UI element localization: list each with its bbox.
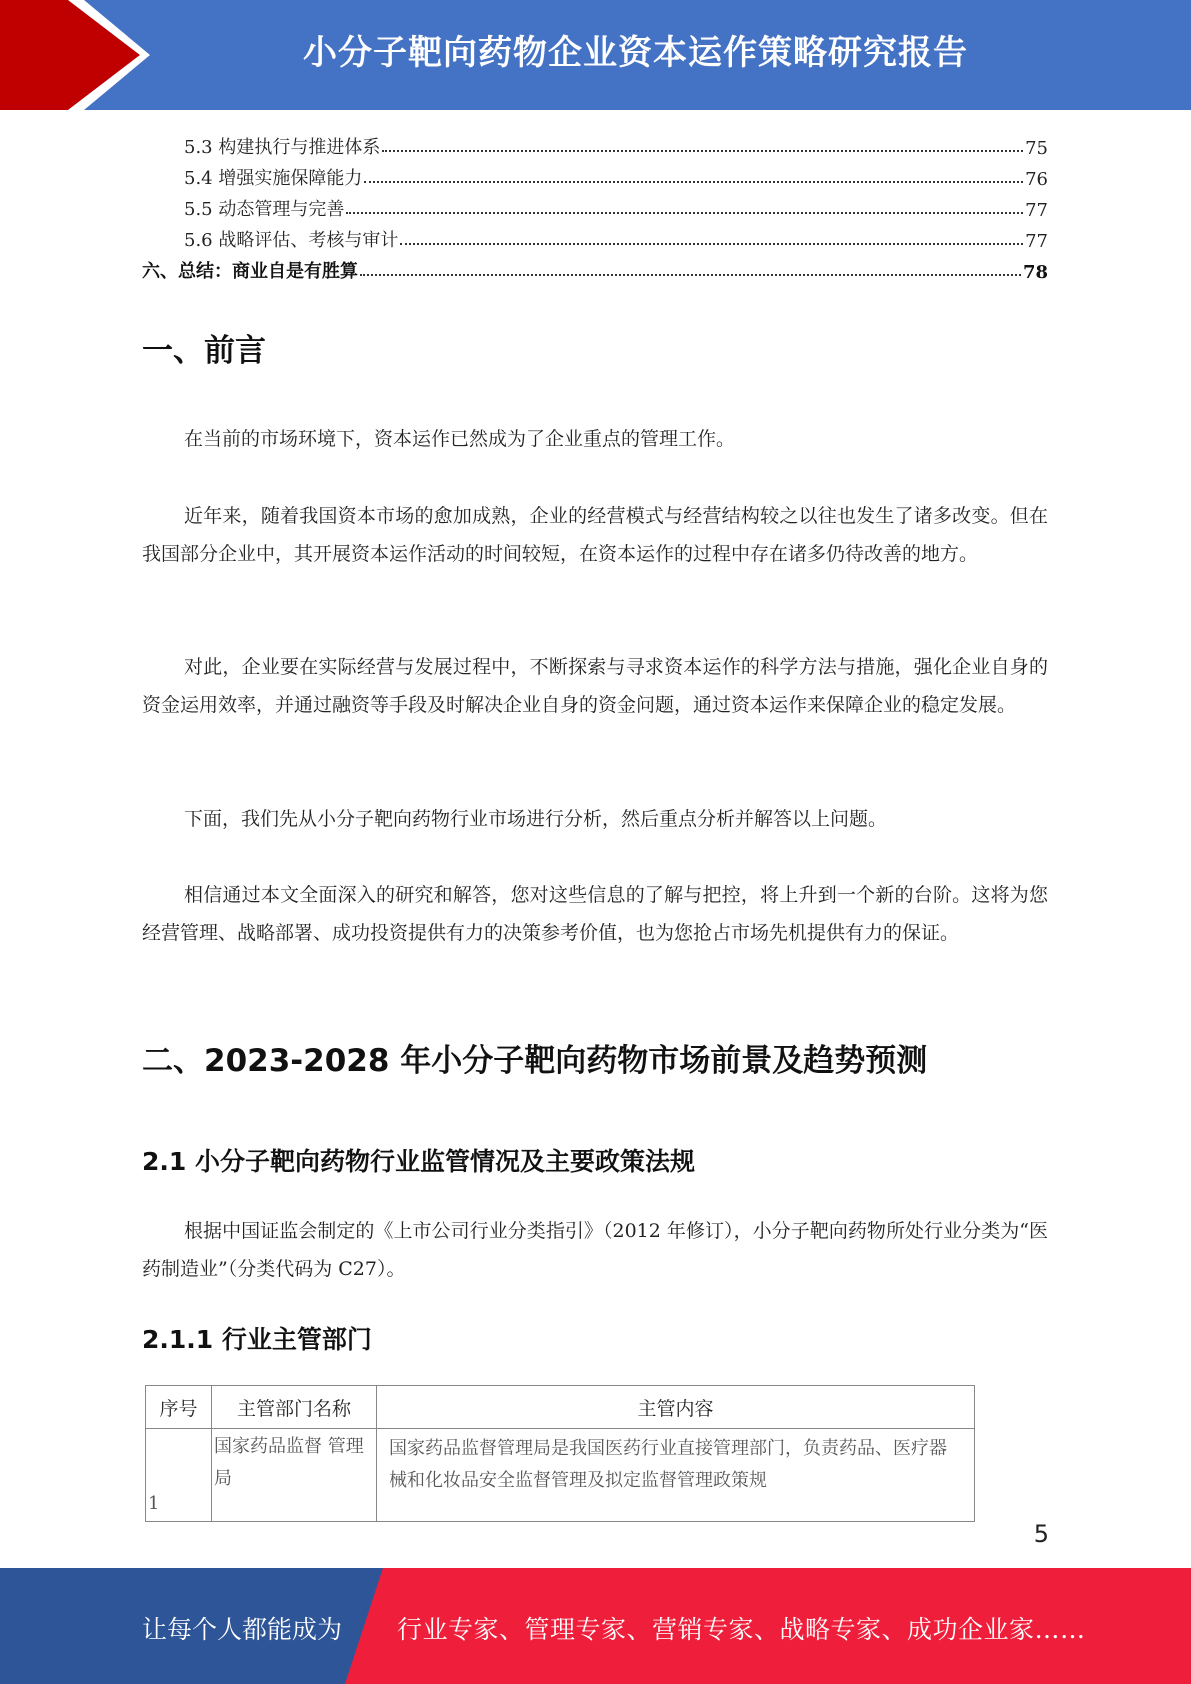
footer-slogan-left: 让每个人都能成为 <box>142 1615 343 1644</box>
toc-entry-title: 5.3 构建执行与推进体系 <box>184 137 381 158</box>
toc-entry[interactable] <box>142 190 1048 221</box>
toc-leader-dots <box>364 181 1023 183</box>
page-number: 5 <box>1033 1520 1049 1548</box>
toc-entry[interactable] <box>142 128 1048 159</box>
page-header <box>0 0 1191 110</box>
toc-leader-dots <box>346 212 1023 214</box>
toc-entry-top-level[interactable] <box>142 252 1048 283</box>
paragraph: 对此，企业要在实际经营与发展过程中，不断探索与寻求资本运作的科学方法与措施，强化企业自身的资金运用效率，并通过融资等手段及时解决企业自身的资金问题，通过资本运作来保障企业的稳定发展。 <box>142 656 1048 716</box>
toc-entry-title: 5.5 动态管理与完善 <box>184 199 345 220</box>
column-header-content: 主管内容 <box>377 1386 975 1429</box>
column-header-no: 序号 <box>146 1386 212 1429</box>
table-row <box>146 1429 975 1522</box>
paragraph: 相信通过本文全面深入的研究和解答，您对这些信息的了解与把控，将上升到一个新的台阶。这将为您经营管理、战略部署、成功投资提供有力的决策参考价值，也为您抢占市场先机提供有力的保证。 <box>142 884 1048 944</box>
report-title: 小分子靶向药物企业资本运作策略研究报告 <box>303 33 968 73</box>
toc-leader-dots <box>382 150 1023 152</box>
footer-slogan-right: 行业专家、管理专家、营销专家、战略专家、成功企业家…… <box>397 1615 1086 1644</box>
toc-leader-dots <box>360 274 1021 276</box>
paragraph: 近年来，随着我国资本市场的愈加成熟，企业的经营模式与经营结构较之以往也发生了诸多改变。但在我国部分企业中，其开展资本运作活动的时间较短，在资本运作的过程中存在诸多仍待改善的地方。 <box>142 505 1048 565</box>
subsection-heading-authorities: 2.1.1 行业主管部门 <box>142 1325 372 1354</box>
toc-entry-page: 75 <box>1025 138 1048 159</box>
authorities-table <box>145 1385 975 1522</box>
toc-entry[interactable] <box>142 221 1048 252</box>
section-heading-preface: 一、前言 <box>142 333 266 369</box>
cell-no: 1 <box>146 1429 212 1522</box>
paragraph: 下面，我们先从小分子靶向药物行业市场进行分析，然后重点分析并解答以上问题。 <box>184 808 888 830</box>
cell-content: 国家药品监督管理局是我国医药行业直接管理部门，负责药品、医疗器械和化妆品安全监督管理及拟定监督管理政策规 <box>377 1429 975 1522</box>
toc-entry-title: 5.4 增强实施保障能力 <box>184 168 363 189</box>
toc-entry-page: 76 <box>1025 169 1048 190</box>
section-heading-market-forecast: 二、2023-2028 年小分子靶向药物市场前景及趋势预测 <box>142 1043 928 1079</box>
table-of-contents <box>142 128 1048 283</box>
toc-leader-dots <box>400 243 1023 245</box>
toc-entry-page: 77 <box>1025 200 1048 221</box>
subsection-heading-regulation: 2.1 小分子靶向药物行业监管情况及主要政策法规 <box>142 1147 695 1176</box>
page-footer <box>0 1568 1191 1684</box>
toc-entry-page: 78 <box>1022 262 1048 283</box>
paragraph: 根据中国证监会制定的《上市公司行业分类指引》（2012 年修订），小分子靶向药物所处行业分类为“医药制造业”（分类代码为 C27）。 <box>142 1220 1048 1280</box>
toc-entry-page: 77 <box>1025 231 1048 252</box>
paragraph: 在当前的市场环境下，资本运作已然成为了企业重点的管理工作。 <box>184 428 736 450</box>
cell-dept: 国家药品监督 管理局 <box>212 1429 377 1522</box>
table-header-row <box>146 1386 975 1429</box>
header-arrow-decoration <box>0 0 150 110</box>
toc-entry-title: 5.6 战略评估、考核与审计 <box>184 230 399 251</box>
toc-entry-title: 六、总结：商业自是有胜算 <box>142 261 358 282</box>
column-header-dept: 主管部门名称 <box>212 1386 377 1429</box>
toc-entry[interactable] <box>142 159 1048 190</box>
